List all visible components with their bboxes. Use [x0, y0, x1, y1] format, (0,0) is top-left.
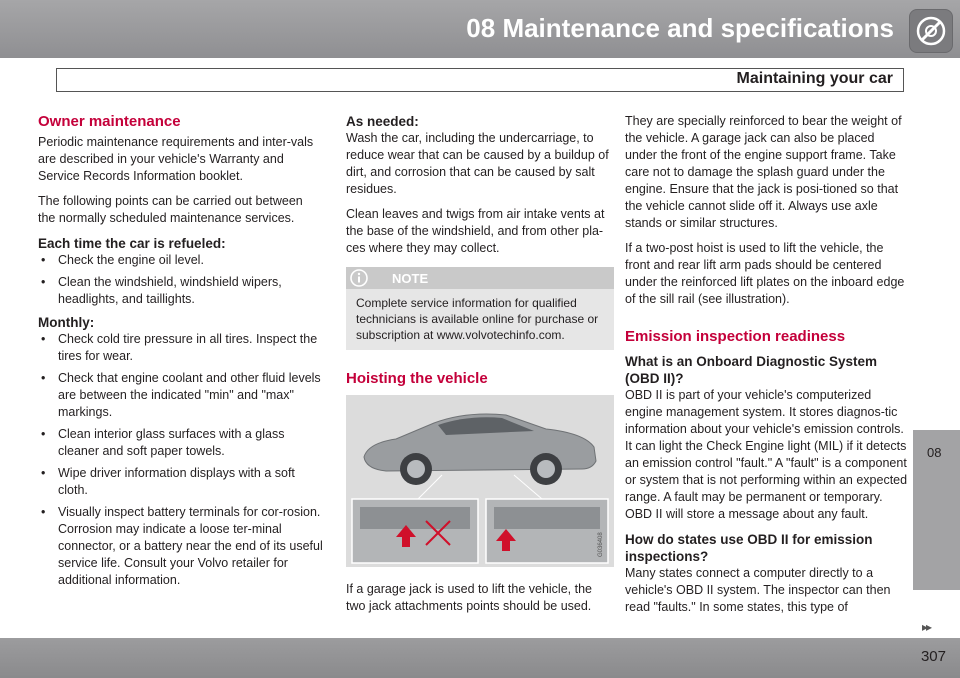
paragraph: OBD II is part of your vehicle's computerized engine management system. It stores diagnos-tic information about your vehicle's emission controls. It can light the Check Engine light (MIL) if it detects an emission control "fault." A "fault" is a component or system that is not performing within an expected range. A fault may be permanent or temporary. OBD II will store a message about any fault. [625, 388, 908, 521]
chapter-number: 08 [927, 445, 942, 460]
paragraph: If a two-post hoist is used to lift the vehicle, the front and rear lift arm pads should be centered under the reinforced lift plates on the inboard edge of the sill rail (see illustration). [625, 241, 905, 306]
next-page-arrows[interactable]: ▸▸ [922, 620, 931, 634]
list-item: • Check the engine oil level. [38, 252, 323, 269]
hoisting-heading: Hoisting the vehicle [346, 370, 488, 387]
states-question: How do states use OBD II for emission inspections? [625, 532, 873, 564]
hoisting-illustration [346, 395, 614, 567]
as-needed-heading: As needed: [346, 114, 419, 129]
page-header [0, 0, 960, 58]
page-footer [0, 638, 960, 678]
chapter-title: 08 Maintenance and specifications [466, 13, 894, 43]
paragraph: Wash the car, including the undercarriage, to reduce wear that can be caused by a buildup of dirt, and corrosion that can be caused by salt residues. [346, 131, 609, 196]
note-label: NOTE [392, 271, 429, 286]
note-header [346, 267, 614, 289]
owner-maintenance-heading: Owner maintenance [38, 113, 181, 130]
note-text: Complete service information for qualified technicians is available online for purchase or subscription at www.volvotechinfo.com. [356, 296, 599, 342]
monthly-list [38, 331, 323, 589]
section-bar [56, 68, 904, 92]
figure-code: G036408 [598, 532, 604, 557]
refuel-heading: Each time the car is refueled: [38, 236, 226, 251]
list-item: • Visually inspect battery terminals for cor-rosion. Corrosion may indicate a loose ter-minal connector, or a battery near the end of its useful service life. Consult your Volvo retailer for additional information. [38, 504, 323, 589]
column-left [38, 113, 323, 595]
paragraph: Periodic maintenance requirements and inter-vals are described in your vehicle's Warranty and Service Records Information booklet. [38, 135, 314, 183]
figure-caption: If a garage jack is used to lift the vehicle, the two jack attachments points should be used. [346, 582, 592, 613]
emission-heading: Emission inspection readiness [625, 328, 846, 345]
list-item: • Wipe driver information displays with a soft cloth. [38, 465, 323, 499]
paragraph: Many states connect a computer directly to a vehicle's OBD II system. The inspector can then read "faults." In some states, this type of [625, 566, 891, 614]
page-number: 307 [920, 648, 946, 665]
section-title: Maintaining your car [736, 70, 893, 87]
list-item: • Check cold tire pressure in all tires. Inspect the tires for wear. [38, 331, 323, 365]
car-lift-points-image [346, 395, 614, 567]
refuel-list [38, 252, 323, 308]
monthly-heading: Monthly: [38, 315, 95, 330]
paragraph: They are specially reinforced to bear the weight of the vehicle. A garage jack can also be placed under the front of the engine support frame. Take care not to damage the splash guard under the engine. Ensure that the jack is posi-tioned so that the vehicle cannot slide off it. Always use axle stands or similar structures. [625, 114, 902, 230]
paragraph: The following points can be carried out between the normally scheduled maintenance services. [38, 194, 303, 225]
chapter-tab [913, 430, 960, 590]
info-icon [350, 269, 368, 287]
paragraph: Clean leaves and twigs from air intake vents at the base of the windshield, and from other pla-ces where they may collect. [346, 207, 605, 255]
note-box [346, 267, 614, 350]
list-item: • Clean the windshield, windshield wipers, headlights, and taillights. [38, 274, 323, 308]
wrench-gear-icon [909, 9, 953, 53]
column-right [625, 113, 908, 624]
list-item: • Check that engine coolant and other fluid levels are between the indicated "min" and "max" markings. [38, 370, 323, 421]
obd-question: What is an Onboard Diagnostic System (OBD II)? [625, 354, 878, 386]
list-item: • Clean interior glass surfaces with a glass cleaner and soft paper towels. [38, 426, 323, 460]
column-middle [346, 113, 614, 623]
